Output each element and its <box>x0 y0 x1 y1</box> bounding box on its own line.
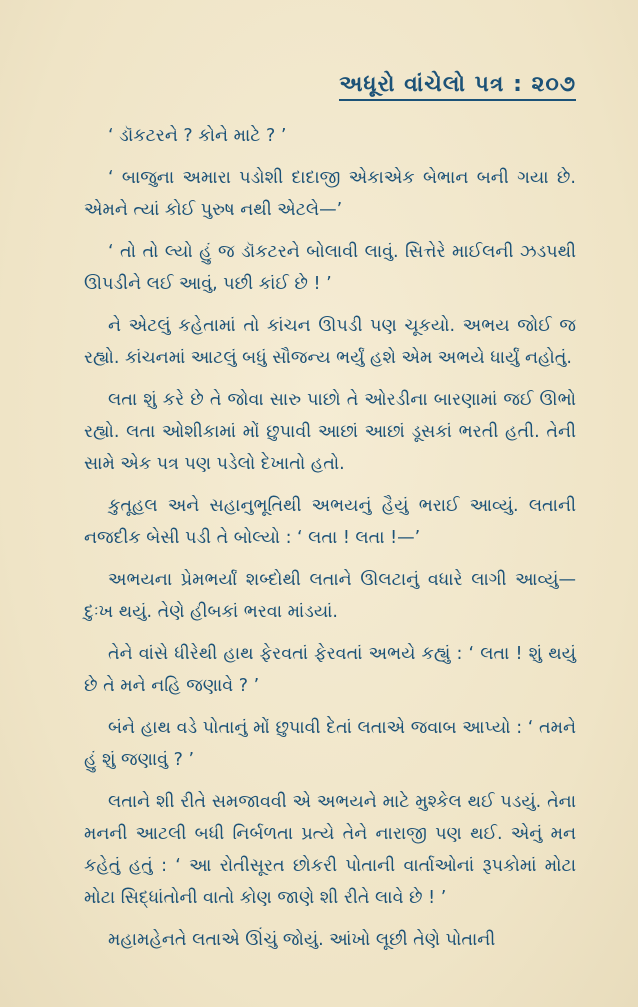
paragraph-4: ને એટલું કહેતામાં તો કાંચન ઊપડી પણ ચૂકયો. અભય જોઈ જ રહ્યો. કાંચનમાં આટલું બધું સૌજન્ય ભર્યું હશે એમ અભયે ધાર્યું નહોતું. <box>84 316 576 368</box>
paragraph-8: તેને વાંસે ધીરેથી હાથ ફેરવતાં ફેરવતાં અભયે કહ્યું : ‘ લતા ! શું થયું છે તે મને નહિ જણાવે ? ’ <box>84 644 576 696</box>
body-text <box>84 120 576 966</box>
paragraph-5: લતા શું કરે છે તે જોવા સારુ પાછો તે ઓરડીના બારણામાં જઈ ઊભો રહ્યો. લતા ઓશીકામાં મોં છુપાવી આછાં આછાં ડૂસકાં ભરતી હતી. તેની સામે એક પત્ર પણ પડેલો દેખાતો હતો. <box>84 390 576 474</box>
paragraph-11: મહામહેનતે લતાએ ઊંચું જોયું. આંખો લૂછી તેણે પોતાની <box>108 930 496 950</box>
paragraph-10: લતાને શી રીતે સમજાવવી એ અભયને માટે મુશ્કેલ થઈ પડયું. તેના મનની આટલી બધી નિર્બળતા પ્રત્યે તેને નારાજી પણ થઈ. એનું મન કહેતું હતું : ‘ આ રોતીસૂરત છોકરી પોતાની વાર્તાઓનાં રૂપકોમાં મોટા મોટા સિદ્ધાંતોની વાતો કોણ જાણે શી રીતે લાવે છે ! ’ <box>84 792 576 908</box>
paragraph-2: ‘ બાજુના અમારા પડોશી દાદાજી એકાએક બેભાન બની ગયા છે. એમને ત્યાં કોઈ પુરુષ નથી એટલે—’ <box>84 168 576 220</box>
paragraph-3: ‘ તો તો લ્યો હું જ ડૉકટરને બોલાવી લાવું. સિત્તેરે માઈલની ઝડપથી ઊપડીને લઈ આવું, પછી કાંઈ છે ! ’ <box>84 242 576 294</box>
paragraph-7: અભયના પ્રેમભર્યાં શબ્દોથી લતાને ઊલટાનું વધારે લાગી આવ્યું—દુઃખ થયું. તેણે હીબકાં ભરવા માંડયાં. <box>84 570 576 622</box>
paragraph-9: બંને હાથ વડે પોતાનું મોં છુપાવી દેતાં લતાએ જવાબ આપ્યો : ‘ તમને હું શું જણાવું ? ’ <box>84 718 576 770</box>
paragraph-6: કુતૂહલ અને સહાનુભૂતિથી અભયનું હૈયું ભરાઈ આવ્યું. લતાની નજદીક બેસી પડી તે બોલ્યો : ‘ લતા ! લતા !—’ <box>84 496 576 548</box>
running-header: અધૂરો વાંચેલો પત્ર : ૨૦૭ <box>339 72 576 101</box>
paragraph-1: ‘ ડૉકટરને ? કોને માટે ? ’ <box>108 126 287 146</box>
